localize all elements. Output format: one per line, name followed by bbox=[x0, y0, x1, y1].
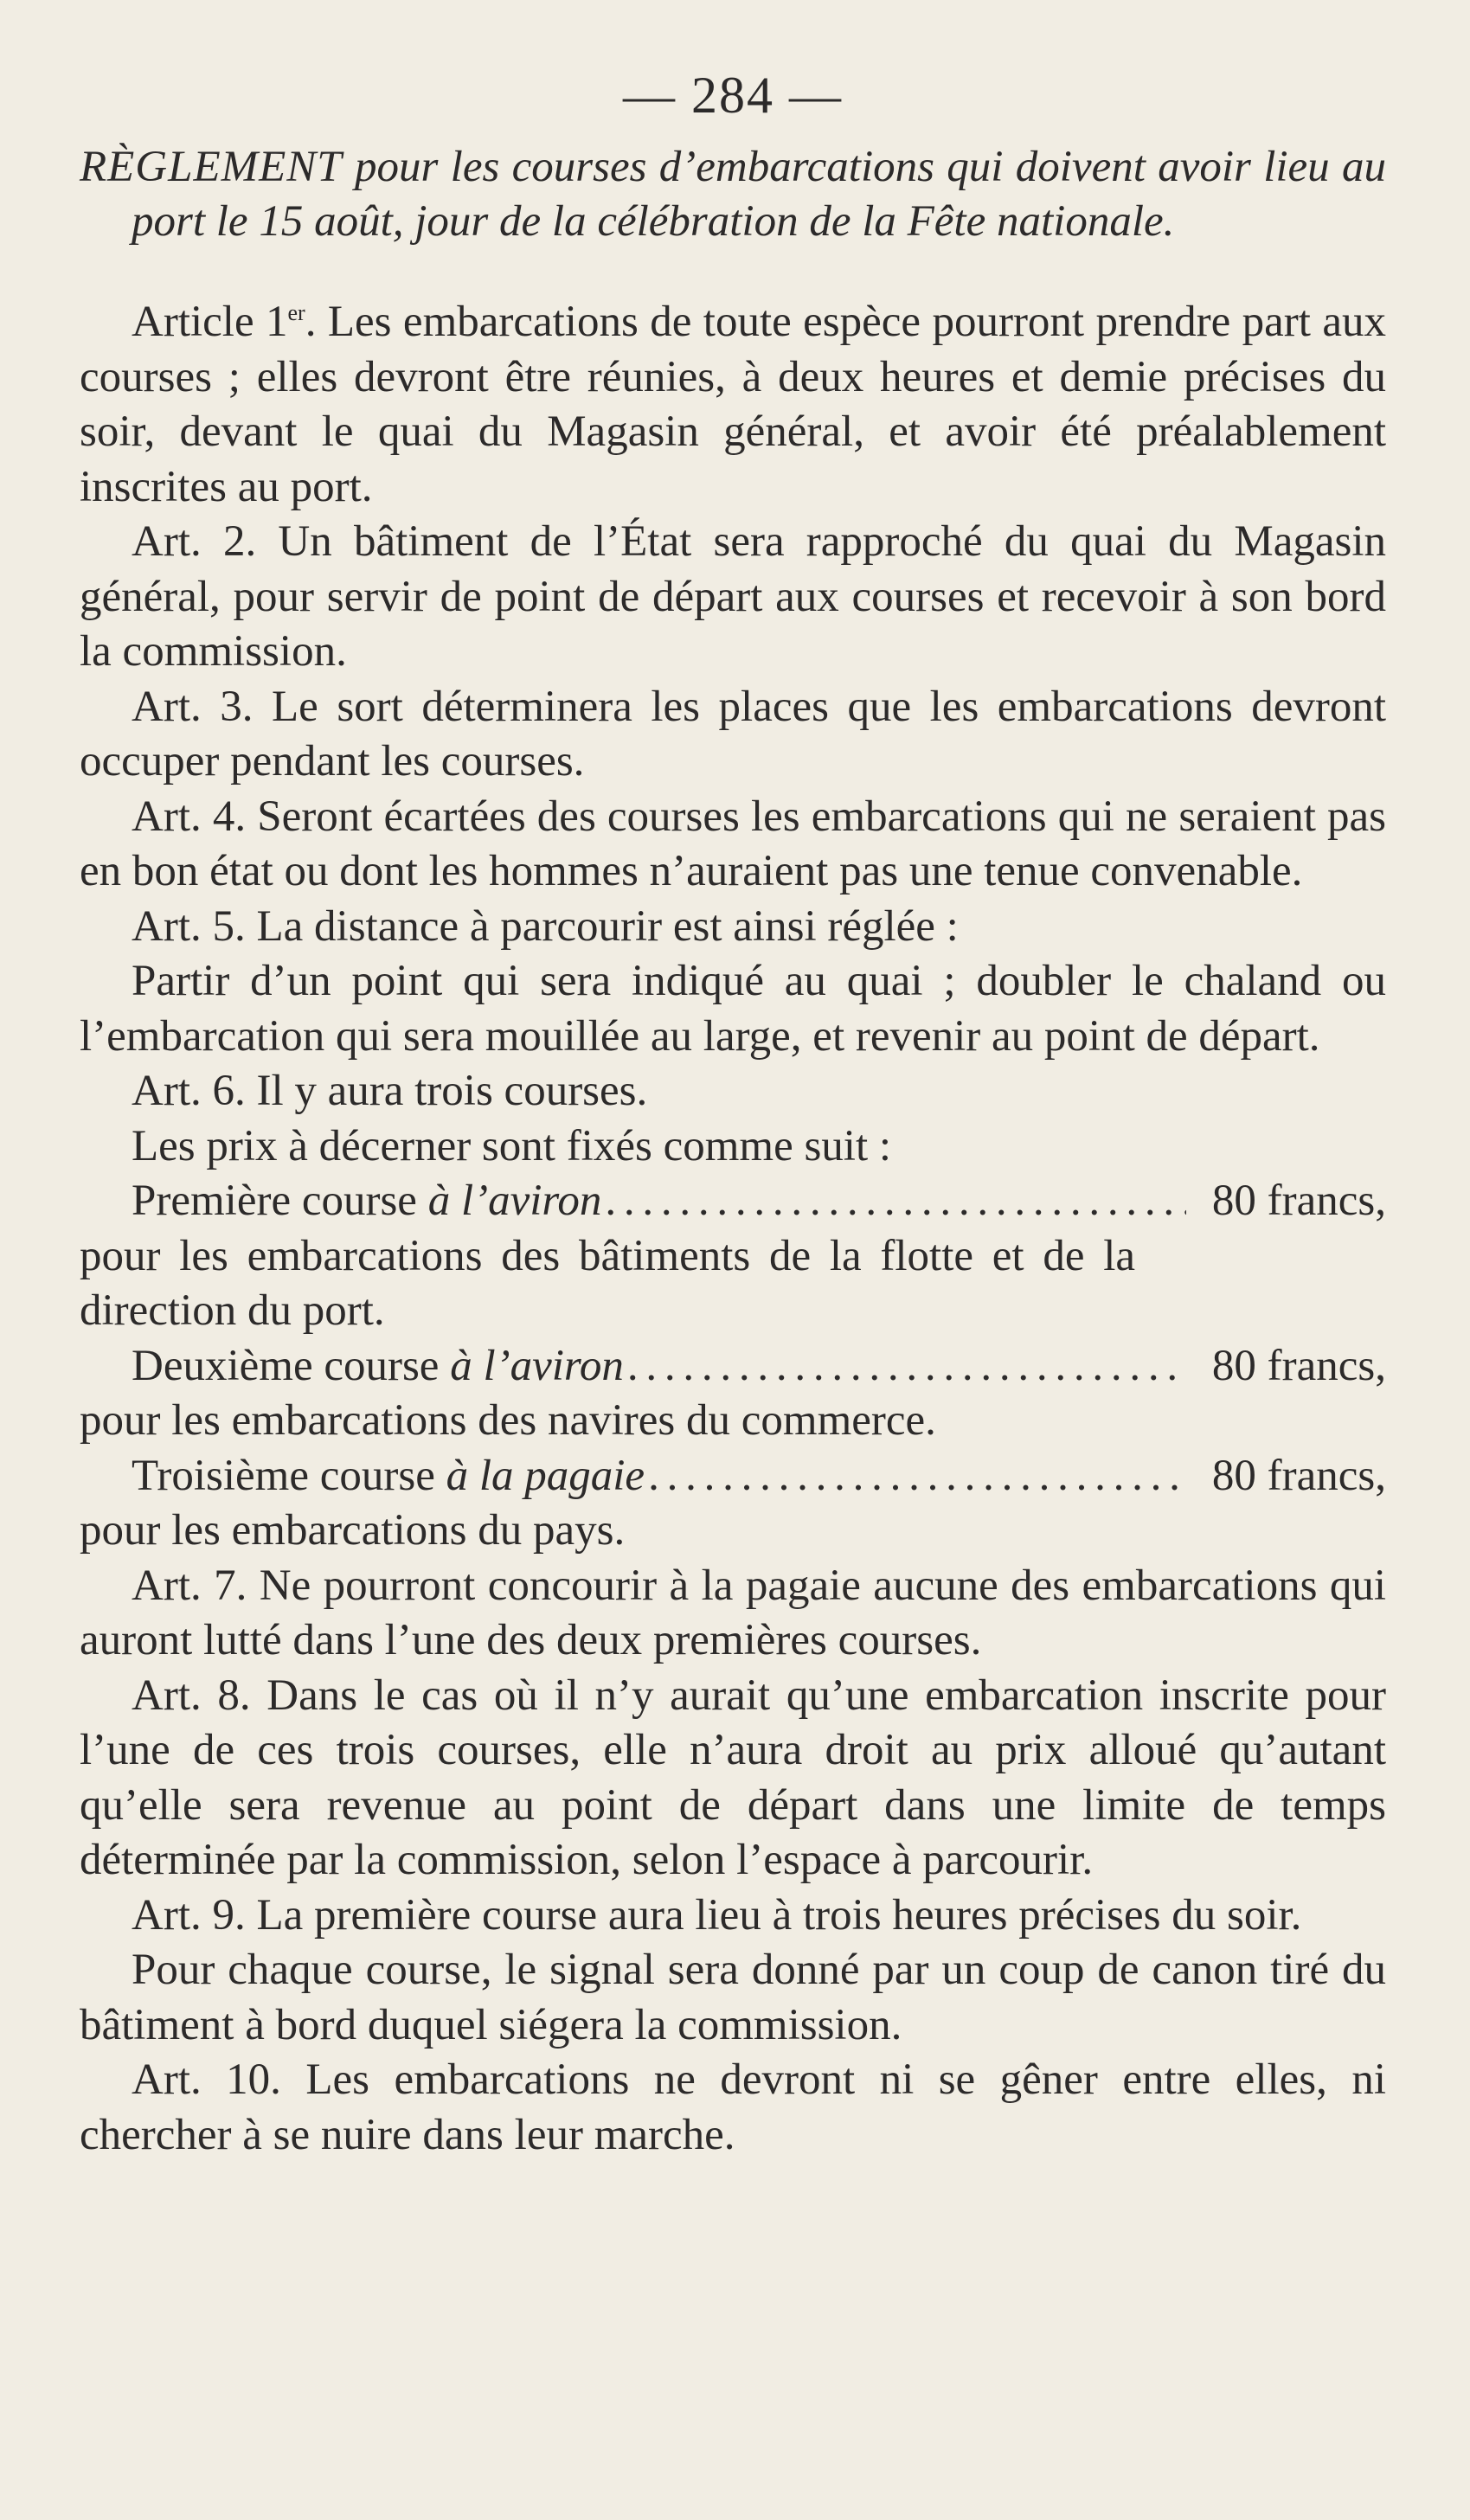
article-1-prefix: Article 1 bbox=[132, 298, 288, 346]
article-1-text: . Les embarcations de toute espèce pourront prendre part aux courses ; elles devront être réunies, à deux heures et demie précises du soir, devant le quai du Magasin général, et avoir été préalablement inscrites au port. bbox=[80, 298, 1386, 511]
prize-label bbox=[132, 1339, 624, 1395]
document-page bbox=[80, 61, 1386, 2163]
prize-description: pour les embarcations des bâtiments de la flotte et de la direction du port. bbox=[80, 1231, 1135, 1335]
prize-label-text: Troisième course bbox=[132, 1451, 446, 1500]
document-body bbox=[80, 295, 1386, 2163]
article-5: Art. 5. La distance à parcourir est ainsi réglée : bbox=[132, 901, 959, 951]
signal-paragraph: Pour chaque course, le signal sera donné par un coup de canon tiré du bâtiment à bord duquel siégera la commission. bbox=[80, 1946, 1386, 2049]
leader-dots bbox=[627, 1339, 1186, 1395]
title-heading-word: RÈGLEMENT bbox=[80, 143, 343, 191]
article-2: Art. 2. Un bâtiment de l’État sera rapproché du quai du Magasin général, pour servir de point de départ aux courses et recevoir à son bord la commission. bbox=[80, 517, 1386, 676]
prize-line bbox=[80, 1174, 1386, 1229]
prizes-intro: Les prix à décerner sont fixés comme suit : bbox=[132, 1121, 892, 1170]
prize-amount: 80 francs, bbox=[1211, 1341, 1386, 1390]
prize-amount: 80 francs, bbox=[1211, 1451, 1386, 1500]
article-7: Art. 7. Ne pourront concourir à la pagaie aucune des embarcations qui auront lutté dans l’une des deux premières courses. bbox=[80, 1561, 1386, 1664]
prize-label-italic: à la pagaie bbox=[446, 1451, 645, 1500]
prize-item bbox=[80, 1339, 1386, 1449]
prize-line bbox=[80, 1449, 1386, 1504]
article-9: Art. 9. La première course aura lieu à trois heures précises du soir. bbox=[132, 1890, 1302, 1940]
article-1-superscript: er bbox=[287, 300, 305, 325]
article-4: Art. 4. Seront écartées des courses les embarcations qui ne seraient pas en bon état ou dont les hommes n’auraient pas une tenue convenable. bbox=[80, 792, 1386, 895]
article-5-detail: Partir d’un point qui sera indiqué au quai ; doubler le chaland ou l’embarcation qui sera mouillée au large, et revenir au point de départ. bbox=[80, 957, 1386, 1061]
prize-amount: 80 francs, bbox=[1211, 1177, 1386, 1225]
prize-label-italic: à l’aviron bbox=[427, 1177, 602, 1225]
prize-item bbox=[80, 1174, 1386, 1339]
title-rest: pour les courses d’embarcations qui doivent avoir lieu au port le 15 août, jour de la célébration de la Fête nationale. bbox=[132, 143, 1386, 246]
prize-label-text: Première course bbox=[132, 1177, 428, 1225]
prize-line bbox=[80, 1339, 1386, 1395]
article-10: Art. 10. Les embarcations ne devront ni se gêner entre elles, ni chercher à se nuire dans leur marche. bbox=[80, 2055, 1386, 2159]
article-6: Art. 6. Il y aura trois courses. bbox=[132, 1067, 648, 1115]
document-title bbox=[80, 140, 1386, 249]
prize-description: pour les embarcations du pays. bbox=[80, 1506, 626, 1555]
prize-label bbox=[132, 1174, 601, 1229]
prize-label-italic: à l’aviron bbox=[450, 1341, 624, 1390]
prize-item bbox=[80, 1449, 1386, 1559]
page-number: — 284 — bbox=[623, 67, 843, 124]
article-1 bbox=[80, 295, 1386, 515]
prize-description: pour les embarcations des navires du commerce. bbox=[80, 1396, 936, 1445]
article-8: Art. 8. Dans le cas où il n’y aurait qu’une embarcation inscrite pour l’une de ces trois courses, elle n’aura droit au prix alloué qu’autant qu’elle sera revenue au point de départ dans une limite de temps déterminée par la commission, selon l’espace à parcourir. bbox=[80, 1670, 1386, 1884]
prize-label-text: Deuxième course bbox=[132, 1341, 451, 1390]
article-3: Art. 3. Le sort déterminera les places que les embarcations devront occuper pendant les courses. bbox=[80, 682, 1386, 785]
prize-label bbox=[132, 1449, 645, 1504]
leader-dots bbox=[605, 1174, 1186, 1229]
leader-dots bbox=[648, 1449, 1186, 1504]
